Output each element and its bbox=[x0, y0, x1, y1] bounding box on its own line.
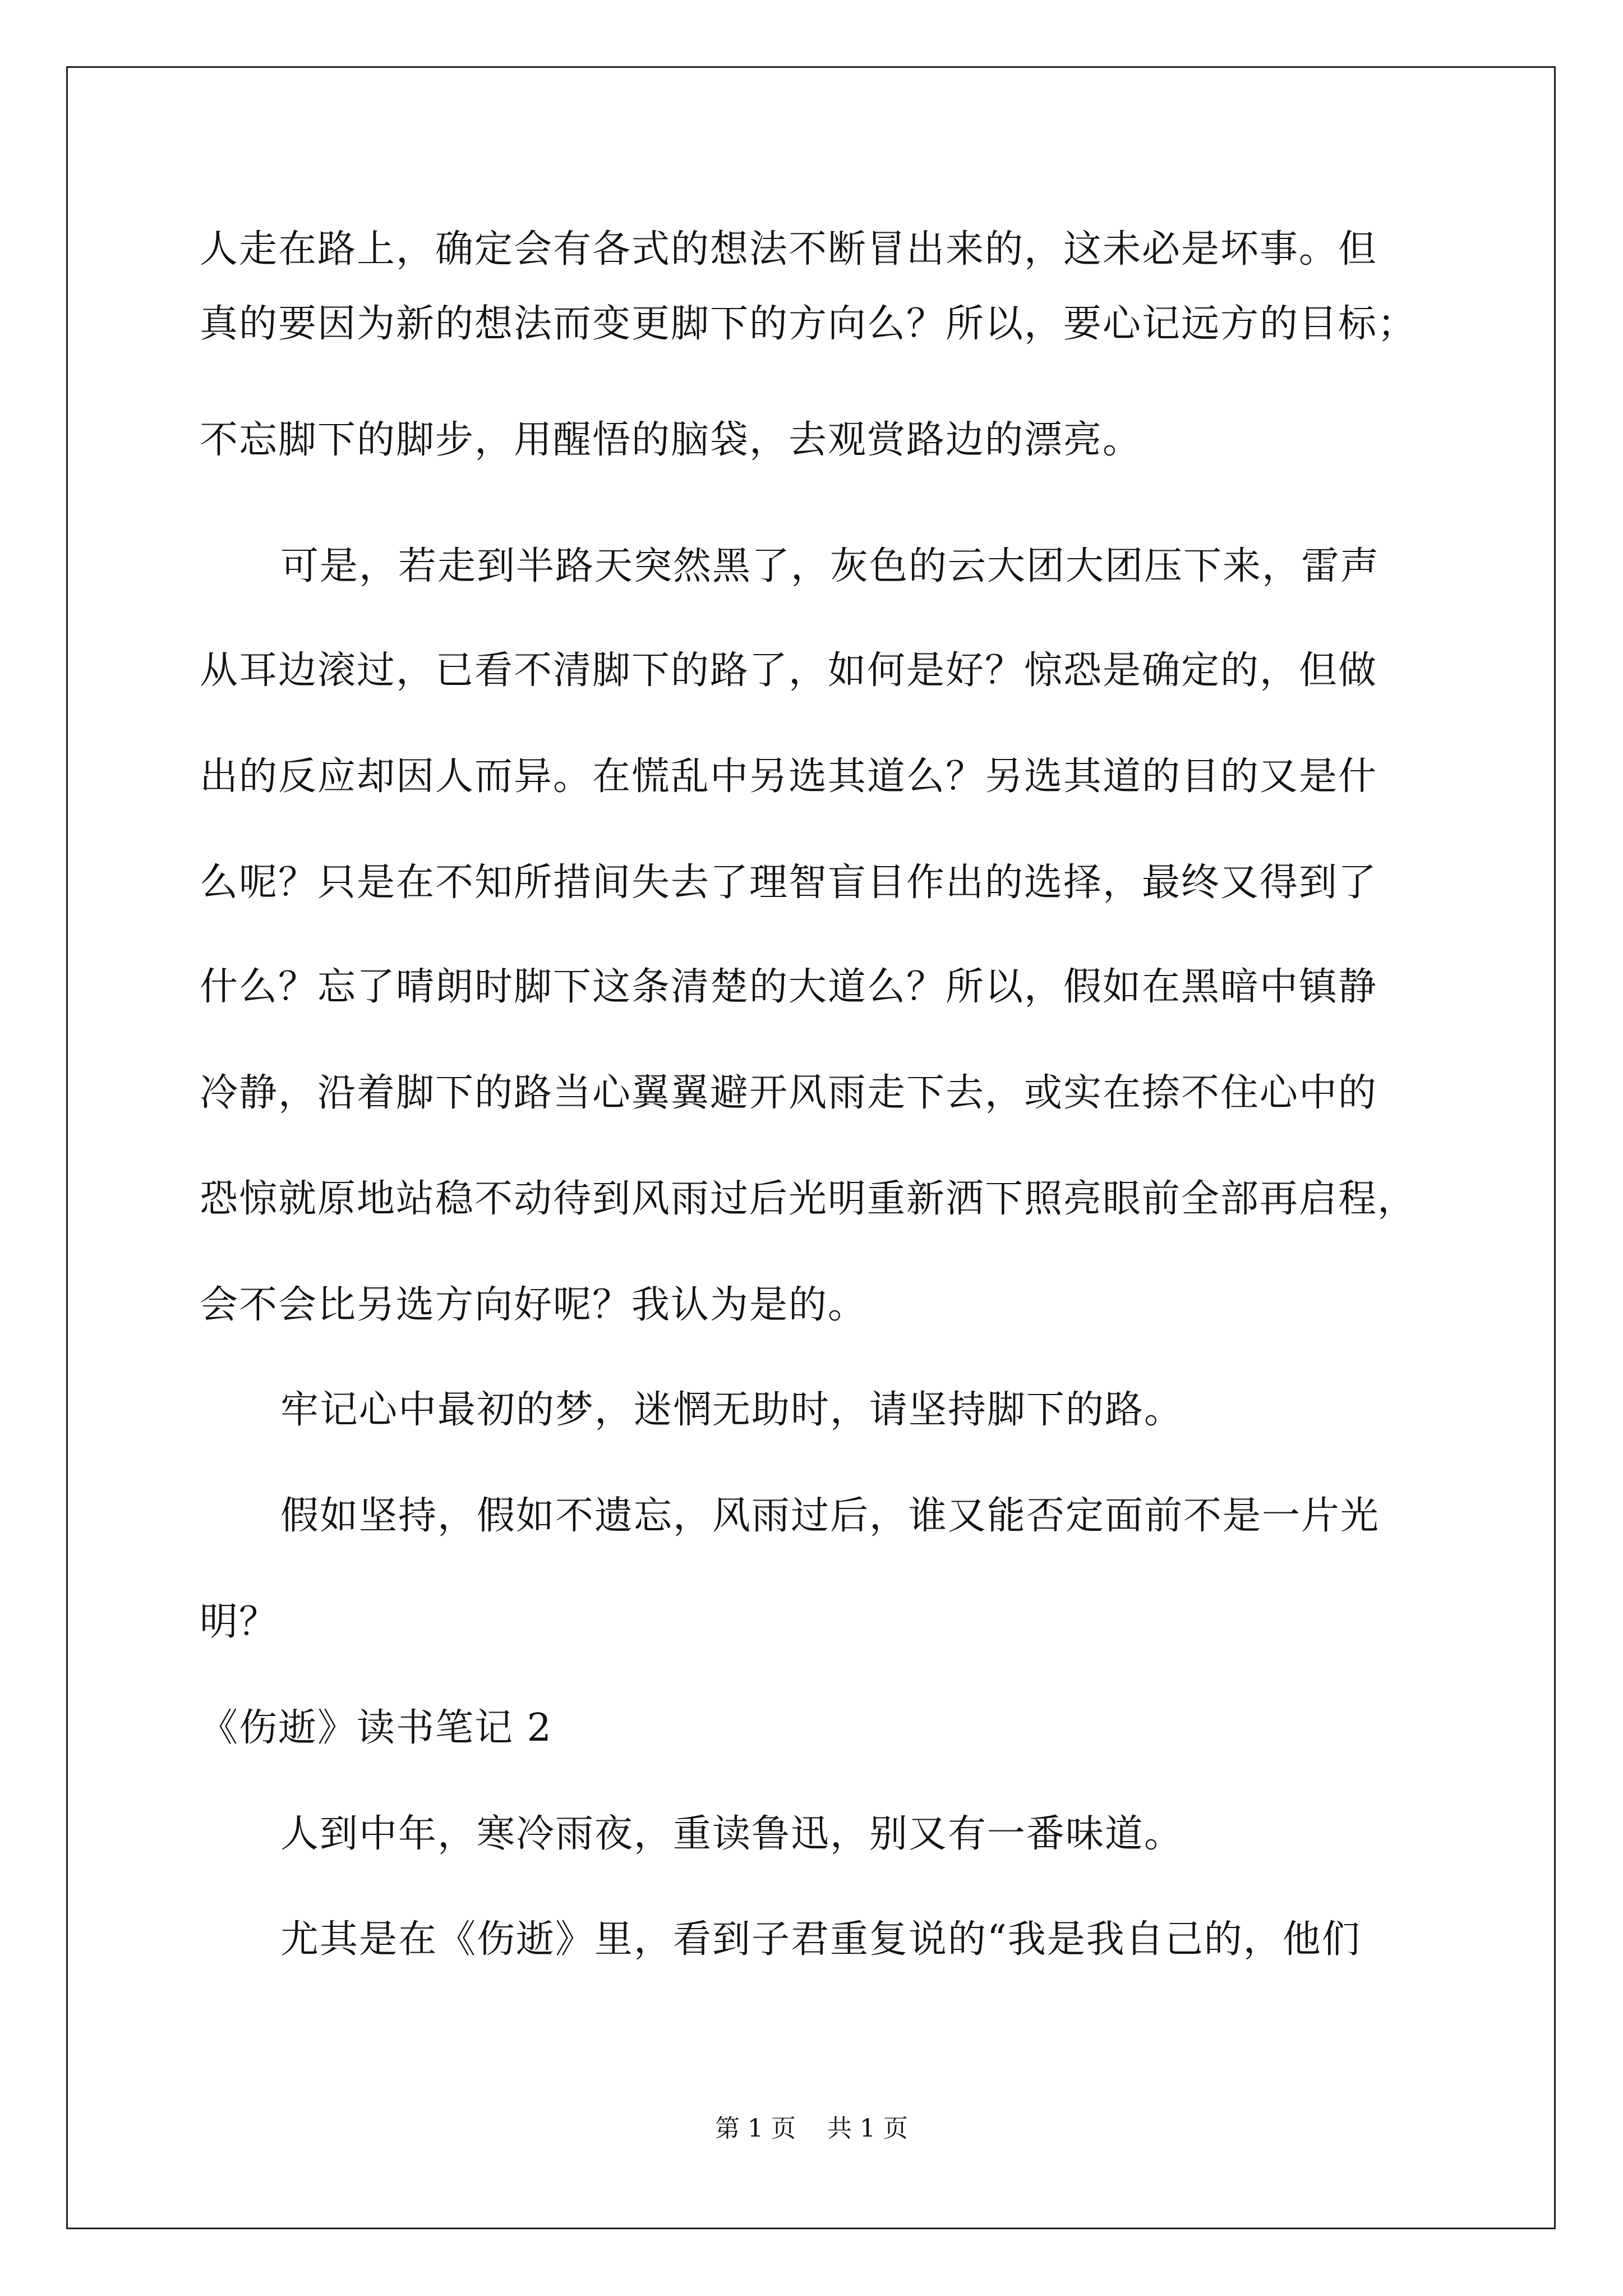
text-line: 人走在路上，确定会有各式的想法不断冒出来的，这未必是坏事。但 bbox=[200, 227, 1378, 272]
page-border bbox=[66, 66, 1556, 2229]
text-line: 冷静，沿着脚下的路当心翼翼避开风雨走下去，或实在捺不住心中的 bbox=[200, 1071, 1378, 1115]
text-line: 尤其是在《伤逝》里，看到子君重复说的“我是我自己的，他们 bbox=[280, 1917, 1361, 1962]
text-line: 可是，若走到半路天突然黑了，灰色的云大团大团压下来，雷声 bbox=[280, 544, 1380, 588]
page-number-footer: 第 1 页 共 1 页 bbox=[715, 2114, 908, 2143]
section-heading: 《伤逝》读书笔记 2 bbox=[200, 1706, 552, 1750]
text-line: 真的要因为新的想法而变更脚下的方向么？所以，要心记远方的目标； bbox=[200, 302, 1417, 346]
text-line: 恐惊就原地站稳不动待到风雨过后光明重新洒下照亮眼前全部再启程， bbox=[200, 1177, 1417, 1221]
text-line: 不忘脚下的脚步，用醒悟的脑袋，去观赏路边的漂亮。 bbox=[200, 418, 1142, 462]
text-line: 明？ bbox=[200, 1600, 279, 1644]
text-line: 假如坚持，假如不遗忘，风雨过后，谁又能否定面前不是一片光 bbox=[280, 1494, 1380, 1538]
text-line: 牢记心中最初的梦，迷惘无助时，请坚持脚下的路。 bbox=[280, 1388, 1184, 1432]
text-line: 出的反应却因人而异。在慌乱中另选其道么？另选其道的目的又是什 bbox=[200, 754, 1378, 799]
text-line: 什么？忘了晴朗时脚下这条清楚的大道么？所以，假如在黑暗中镇静 bbox=[200, 965, 1378, 1009]
text-line: 么呢？只是在不知所措间失去了理智盲目作出的选择，最终又得到了 bbox=[200, 861, 1378, 905]
text-line: 会不会比另选方向好呢？我认为是的。 bbox=[200, 1283, 868, 1327]
text-line: 从耳边滚过，已看不清脚下的路了，如何是好？惊恐是确定的，但做 bbox=[200, 648, 1378, 693]
text-line: 人到中年，寒冷雨夜，重读鲁迅，别又有一番味道。 bbox=[280, 1812, 1184, 1856]
